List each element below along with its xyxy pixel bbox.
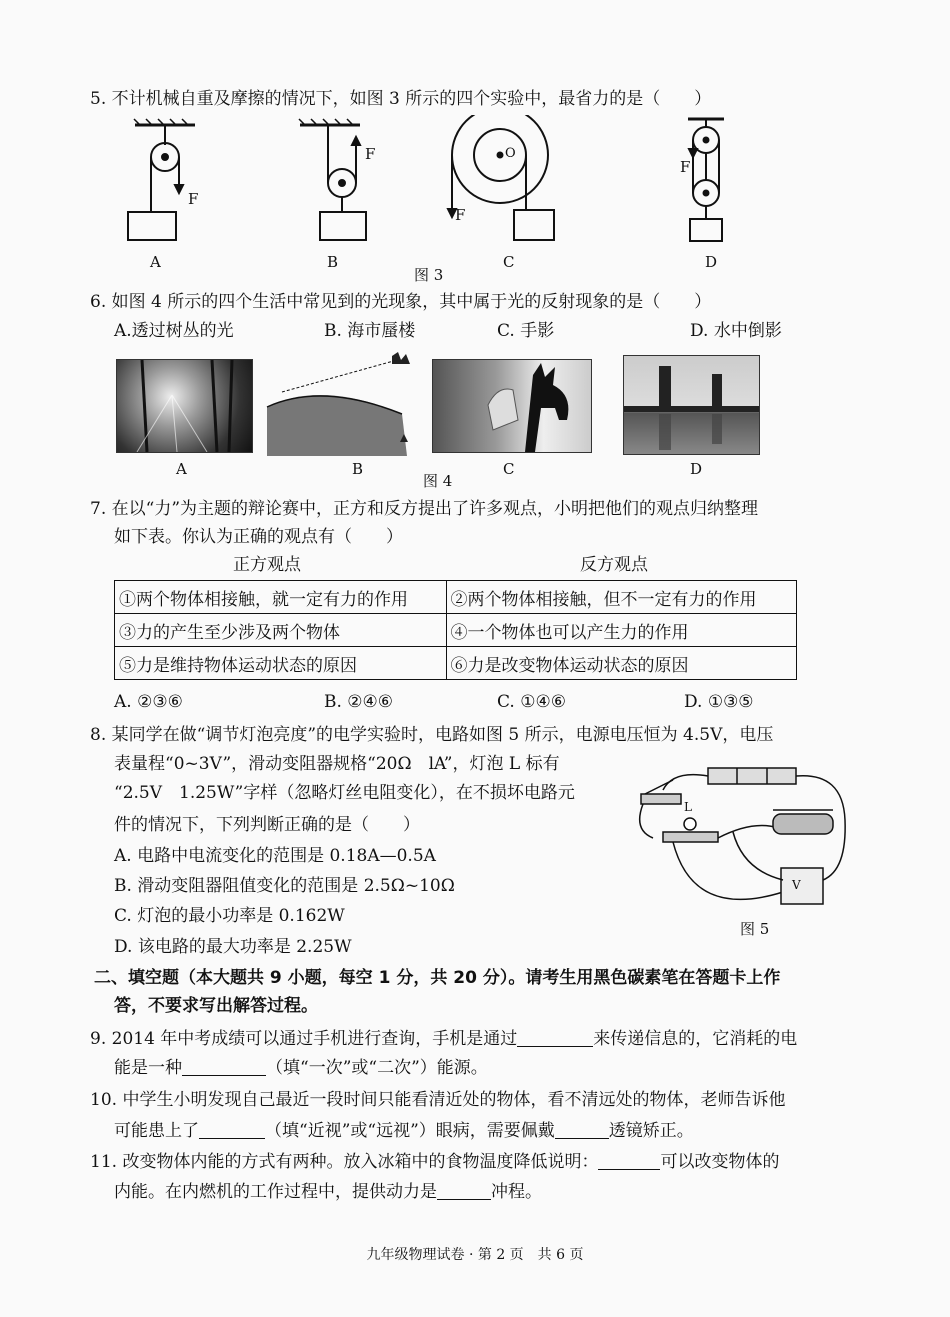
mirage-diagram [262, 352, 422, 456]
force-label-c: F [455, 206, 466, 224]
q6-photo-label-c: C [503, 460, 515, 478]
q11-blank-1[interactable] [598, 1152, 660, 1170]
q9-blank-2[interactable] [182, 1058, 266, 1076]
lamp-label: L [684, 800, 692, 814]
q9-line1 [90, 1029, 797, 1049]
table-cell: ③力的产生至少涉及两个物体 [115, 614, 447, 647]
q6-option-c: C. 手影 [497, 321, 555, 341]
q8-option-d: D. 该电路的最大功率是 2.25W [114, 937, 352, 957]
q6-option-a: A.透过树丛的光 [114, 321, 234, 341]
figure-3-pulleys [110, 115, 770, 250]
force-label-b: F [365, 145, 376, 163]
pulley-block-setup-d [688, 119, 724, 241]
q8-option-c: C. 灯泡的最小功率是 0.162W [114, 906, 345, 926]
photo-hand-shadow [432, 359, 592, 453]
q9-text-b: 来传递信息的，它消耗的电 [593, 1029, 798, 1049]
table-cell: ②两个物体相接触，但不一定有力的作用 [446, 581, 796, 614]
q8-option-b: B. 滑动变阻器阻值变化的范围是 2.5Ω~10Ω [114, 876, 455, 896]
q9-text-a: 9. 2014 年中考成绩可以通过手机进行查询，手机是通过 [90, 1029, 518, 1049]
table-cell: ④一个物体也可以产生力的作用 [446, 614, 796, 647]
q5-option-d-label: D [705, 253, 718, 271]
q6-stem: 6. 如图 4 所示的四个生活中常见到的光现象，其中属于光的反射现象的是（ ） [90, 292, 712, 312]
debate-table [114, 580, 797, 680]
q6-photo-label-d: D [690, 460, 703, 478]
switch [641, 794, 681, 804]
q7-option-c: C. ①④⑥ [497, 692, 566, 712]
q6-option-b: B. 海市蜃楼 [324, 321, 416, 341]
q7-option-d: D. ①③⑤ [684, 692, 754, 712]
q10-text-a: 可能患上了 [114, 1121, 199, 1141]
section-2-heading: 二、填空题（本大题共 9 小题，每空 1 分，共 20 分）。请考生用黑色碳素笔在答题卡上作 [94, 968, 781, 988]
q7-stem-line2: 如下表。你认为正确的观点有（ ） [114, 527, 403, 547]
force-label-d: F [680, 158, 691, 176]
figure-5-circuit [633, 760, 855, 920]
q7-stem-line1: 7. 在以“力”为主题的辩论赛中，正方和反方提出了许多观点，小明把他们的观点归纳整理 [90, 499, 759, 519]
q5-option-a-label: A [150, 253, 161, 271]
table-cell: ⑤力是维持物体运动状态的原因 [115, 647, 447, 680]
q7-col-pro: 正方观点 [233, 555, 301, 575]
q9-line2 [114, 1058, 488, 1078]
pulley-setup-a [128, 119, 195, 240]
q10-line1: 10. 中学生小明发现自己最近一段时间只能看清近处的物体，看不清远处的物体，老师告诉他 [90, 1090, 786, 1110]
q8-line3: “2.5V 1.25W”字样（忽略灯丝电阻变化），在不损坏电路元 [114, 783, 575, 803]
table-cell: ①两个物体相接触，就一定有力的作用 [115, 581, 447, 614]
photo-light-through-trees [116, 359, 253, 453]
q8-line2: 表量程“0~3V”，滑动变阻器规格“20Ω lA”，灯泡 L 标有 [114, 754, 560, 774]
q7-option-b: B. ②④⑥ [324, 692, 394, 712]
q8-option-a: A. 电路中电流变化的范围是 0.18A—0.5A [114, 846, 436, 866]
q7-col-con: 反方观点 [580, 555, 648, 575]
q5-option-c-label: C [503, 253, 515, 271]
q11-blank-2[interactable] [437, 1182, 491, 1200]
section-2-heading-line2: 答，不要求写出解答过程。 [114, 996, 318, 1016]
figure-3-caption: 图 3 [414, 266, 444, 284]
q9-text-c: 能是一种 [114, 1058, 182, 1078]
q10-line2 [114, 1121, 694, 1141]
photo-water-reflection [623, 355, 760, 455]
rheostat [773, 814, 833, 834]
q11-line1 [90, 1152, 779, 1172]
q6-option-d: D. 水中倒影 [690, 321, 782, 341]
q9-text-d: （填“一次”或“二次”）能源。 [266, 1058, 488, 1078]
q11-line2 [114, 1182, 542, 1202]
q5-option-b-label: B [327, 253, 339, 271]
table-row [115, 647, 797, 680]
q8-line4: 件的情况下，下列判断正确的是（ ） [114, 815, 420, 835]
pulley-setup-b [299, 119, 366, 240]
q9-blank-1[interactable] [517, 1029, 593, 1047]
q10-blank-2[interactable] [555, 1121, 609, 1139]
q7-option-a: A. ②③⑥ [114, 692, 183, 712]
voltmeter-label: V [792, 878, 801, 892]
lamp [684, 818, 696, 830]
q6-photo-label-b: B [352, 460, 364, 478]
force-label-a: F [188, 190, 199, 208]
voltmeter [781, 868, 823, 904]
q11-text-a: 11. 改变物体内能的方式有两种。放入冰箱中的食物温度降低说明： [90, 1152, 599, 1172]
q10-blank-1[interactable] [199, 1121, 265, 1139]
q11-text-c: 内能。在内燃机的工作过程中，提供动力是 [114, 1182, 437, 1202]
table-row [115, 614, 797, 647]
q6-photo-label-a: A [176, 460, 187, 478]
center-label-c: O [505, 146, 516, 161]
q10-text-c: 透镜矫正。 [608, 1121, 694, 1141]
lamp-base [663, 832, 718, 842]
battery-pack [708, 768, 796, 784]
q11-text-b: 可以改变物体的 [660, 1152, 780, 1172]
figure-4-caption: 图 4 [423, 472, 453, 490]
q5-stem: 5. 不计机械自重及摩擦的情况下，如图 3 所示的四个实验中，最省力的是（ ） [90, 89, 712, 109]
q8-line1: 8. 某同学在做“调节灯泡亮度”的电学实验时，电路如图 5 所示，电源电压恒为 4.5V，电压 [90, 725, 774, 745]
table-cell: ⑥力是改变物体运动状态的原因 [446, 647, 796, 680]
figure-5-caption: 图 5 [740, 920, 770, 938]
table-row [115, 581, 797, 614]
page-footer: 九年级物理试卷 · 第 2 页 共 6 页 [366, 1247, 584, 1263]
q10-text-b: （填“近视”或“远视”）眼病，需要佩戴 [265, 1121, 555, 1141]
q11-text-d: 冲程。 [491, 1182, 542, 1202]
